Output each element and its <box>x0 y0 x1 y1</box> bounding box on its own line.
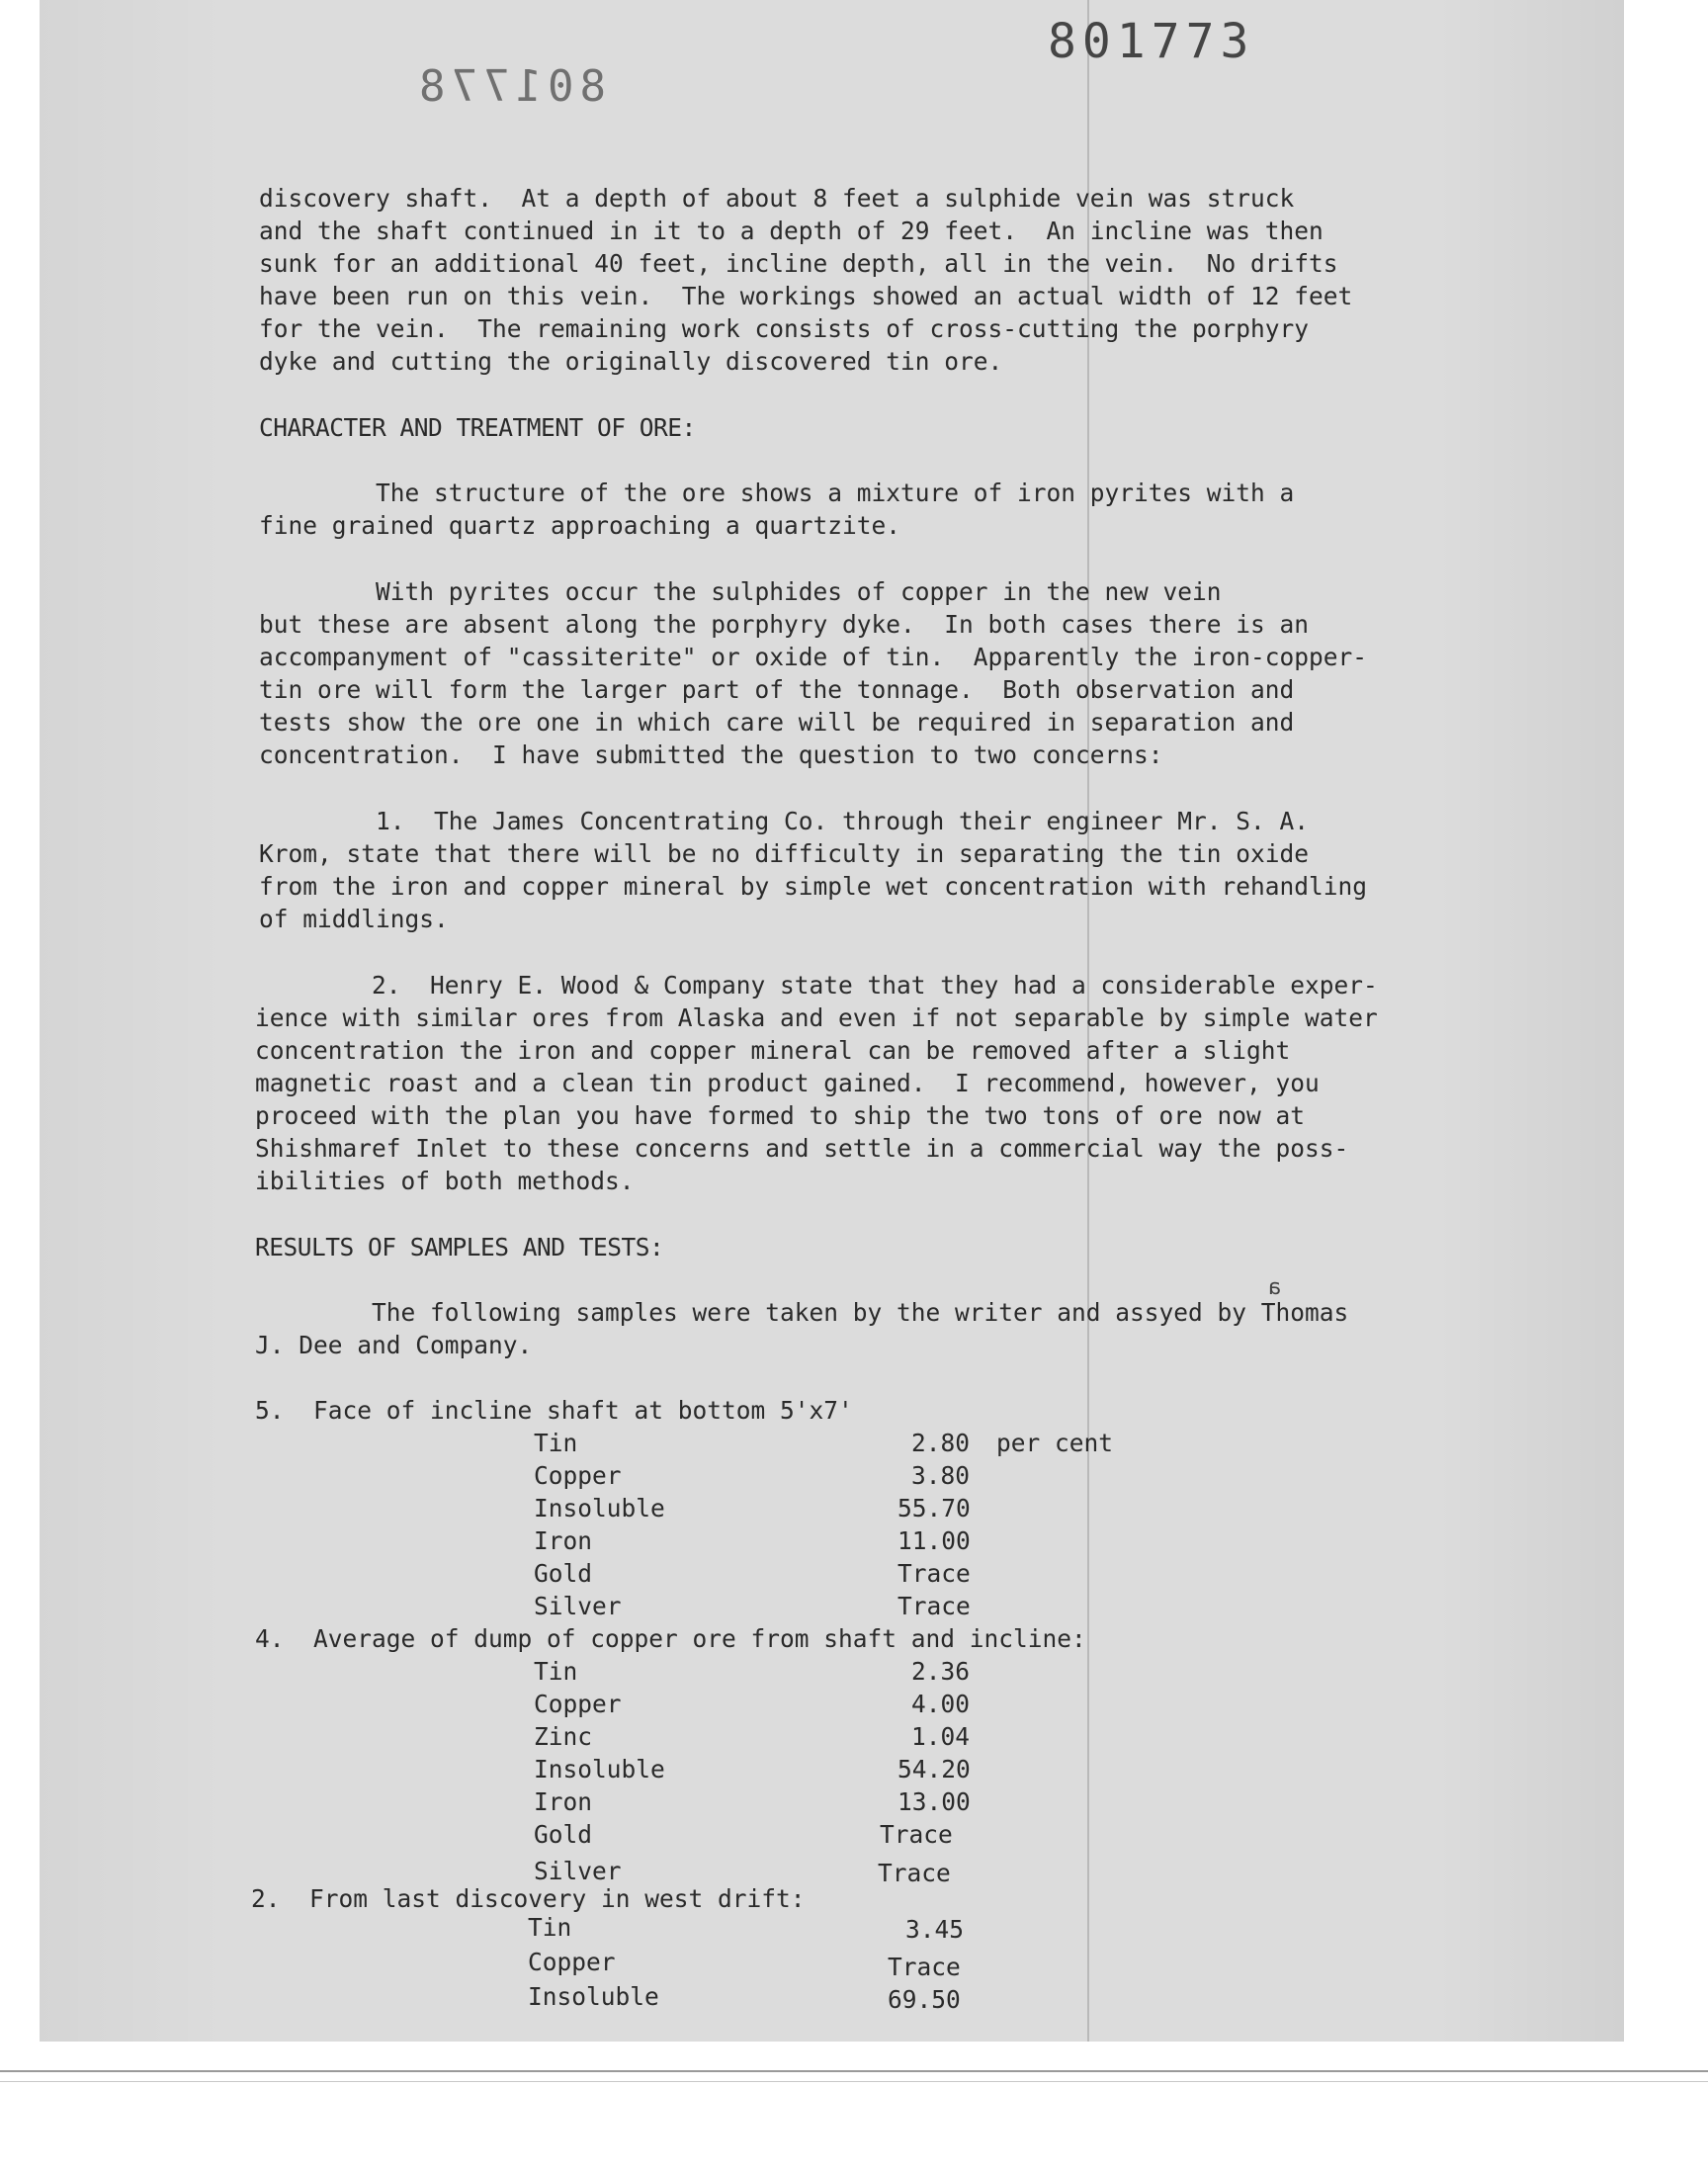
body-line: Krom, state that there will be no difficulty in separating the tin oxide <box>259 839 1310 868</box>
assay-value: Trace <box>878 1859 951 1887</box>
assay-value: 2.36 <box>911 1657 971 1686</box>
body-line: concentration the iron and copper mineral can be removed after a slight <box>255 1036 1291 1065</box>
assay-element: Gold <box>534 1559 593 1588</box>
assay-element: Zinc <box>534 1722 593 1751</box>
body-line: for the vein. The remaining work consists of cross-cutting the porphyry <box>259 314 1310 343</box>
body-line: have been run on this vein. The workings showed an actual width of 12 feet <box>259 282 1353 310</box>
assay-element: Iron <box>534 1526 593 1555</box>
assay-element: Tin <box>534 1657 578 1686</box>
assay-element: Insoluble <box>534 1755 665 1784</box>
handwritten-correction-mark: a <box>1268 1275 1282 1300</box>
assay-element: Copper <box>534 1690 622 1718</box>
assay-value: Trace <box>888 1953 961 1981</box>
assay-element: Insoluble <box>534 1494 665 1522</box>
assay-element: Iron <box>534 1787 593 1816</box>
assay-element: Copper <box>528 1948 616 1976</box>
assay-value: 54.20 <box>897 1755 971 1784</box>
body-line: 2. Henry E. Wood & Company state that they had a considerable exper- <box>255 971 1378 1000</box>
section-heading: CHARACTER AND TREATMENT OF ORE: <box>259 413 696 442</box>
assay-element: Insoluble <box>528 1982 659 2011</box>
body-line: With pyrites occur the sulphides of copper in the new vein <box>259 577 1222 606</box>
sample-title: 4. Average of dump of copper ore from shaft and incline: <box>255 1624 1086 1653</box>
sample-title: 2. From last discovery in west drift: <box>251 1884 806 1913</box>
body-line: tests show the ore one in which care will be required in separation and <box>259 708 1295 737</box>
assay-unit: per cent <box>996 1429 1114 1457</box>
body-line: but these are absent along the porphyry dyke. In both cases there is an <box>259 610 1310 639</box>
assay-value: 3.80 <box>911 1461 971 1490</box>
assay-value: Trace <box>880 1820 953 1849</box>
assay-value: 1.04 <box>911 1722 971 1751</box>
body-line: discovery shaft. At a depth of about 8 feet a sulphide vein was struck <box>259 184 1295 213</box>
body-line: fine grained quartz approaching a quartzite. <box>259 511 901 540</box>
body-line: from the iron and copper mineral by simple wet concentration with rehandling <box>259 872 1368 901</box>
body-line: The following samples were taken by the writer and assyed by Thomas <box>255 1298 1349 1327</box>
mirrored-number-stamp: 801778 <box>413 61 606 112</box>
document-number-stamp: 801773 <box>1048 14 1255 69</box>
body-line: of middlings. <box>259 905 449 933</box>
assay-value: 3.45 <box>905 1915 965 1944</box>
body-line: sunk for an additional 40 feet, incline depth, all in the vein. No drifts <box>259 249 1338 278</box>
assay-value: 2.80 <box>911 1429 971 1457</box>
body-line: The structure of the ore shows a mixture of iron pyrites with a <box>259 478 1295 507</box>
assay-element: Tin <box>528 1913 572 1942</box>
body-line: magnetic roast and a clean tin product gained. I recommend, however, you <box>255 1069 1320 1097</box>
body-line: ience with similar ores from Alaska and even if not separable by simple water <box>255 1003 1378 1032</box>
body-line: Shishmaref Inlet to these concerns and settle in a commercial way the poss- <box>255 1134 1349 1163</box>
assay-element: Gold <box>534 1820 593 1849</box>
body-line: proceed with the plan you have formed to ship the two tons of ore now at <box>255 1101 1306 1130</box>
assay-value: 69.50 <box>888 1985 961 2014</box>
sample-title: 5. Face of incline shaft at bottom 5'x7' <box>255 1396 853 1425</box>
body-line: accompanyment of "cassiterite" or oxide of tin. Apparently the iron-copper- <box>259 643 1368 671</box>
assay-value: 4.00 <box>911 1690 971 1718</box>
body-line: ibilities of both methods. <box>255 1167 635 1195</box>
body-line: concentration. I have submitted the question to two concerns: <box>259 740 1163 769</box>
assay-value: 13.00 <box>897 1787 971 1816</box>
assay-element: Copper <box>534 1461 622 1490</box>
body-line: and the shaft continued in it to a depth of 29 feet. An incline was then <box>259 217 1324 245</box>
bottom-rule <box>0 2070 1708 2072</box>
body-line: J. Dee and Company. <box>255 1331 533 1359</box>
assay-element: Tin <box>534 1429 578 1457</box>
assay-value: Trace <box>897 1559 971 1588</box>
assay-element: Silver <box>534 1857 622 1885</box>
bottom-rule-thin <box>0 2081 1708 2082</box>
section-heading: RESULTS OF SAMPLES AND TESTS: <box>255 1233 664 1262</box>
assay-value: 11.00 <box>897 1526 971 1555</box>
assay-value: Trace <box>897 1592 971 1620</box>
body-line: dyke and cutting the originally discovered tin ore. <box>259 347 1003 376</box>
assay-value: 55.70 <box>897 1494 971 1522</box>
assay-element: Silver <box>534 1592 622 1620</box>
body-line: tin ore will form the larger part of the tonnage. Both observation and <box>259 675 1295 704</box>
body-line: 1. The James Concentrating Co. through their engineer Mr. S. A. <box>259 807 1310 835</box>
